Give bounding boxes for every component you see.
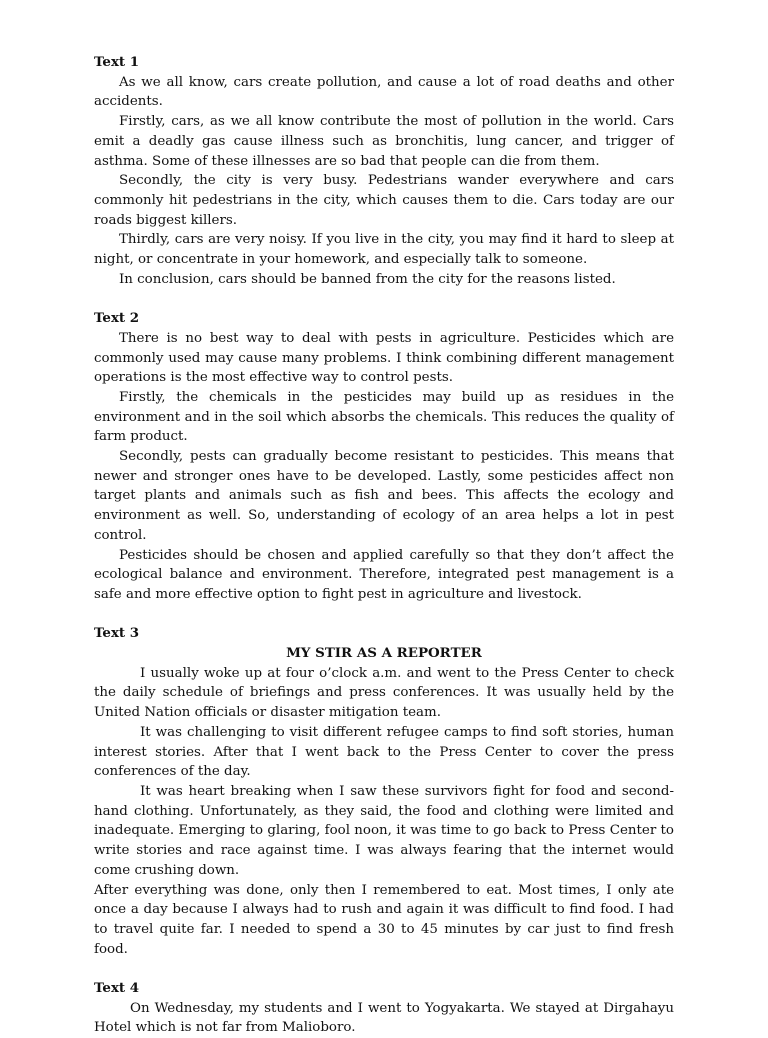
text-1-paragraph: Thirdly, cars are very noisy. If you live in the city, you may find it hard to sleep at night, or concentrate in your homework, and especially talk to someone. <box>94 232 674 268</box>
section-spacer <box>94 605 674 625</box>
text-2-paragraph: Secondly, pests can gradually become resistant to pesticides. This means that newer and stronger ones have to be developed. Lastly, some pesticides affect non target plants and animals such as fish and bees. This affects the ecology and environment as well. So, understanding of ecology of an area helps a lot in pest control. <box>94 449 674 543</box>
text-1-paragraph: Secondly, the city is very busy. Pedestrians wander everywhere and cars commonly hit pedestrians in the city, which causes them to die. Cars today are our roads biggest killers. <box>94 173 674 228</box>
text-1-paragraph: As we all know, cars create pollution, and cause a lot of road deaths and other accidents. <box>94 74 674 110</box>
text-1-paragraph: In conclusion, cars should be banned from the city for the reasons listed. <box>119 271 616 287</box>
section-spacer <box>94 959 674 979</box>
text-3-heading: Text 3 <box>94 625 140 642</box>
text-3-closing-paragraph: After everything was done, only then I remembered to eat. Most times, I only ate once a day because I always had to rush and again it was difficult to find food. I had to travel quite far. I needed to spend a 30 to 45 minutes by car just to find fresh food. <box>94 882 674 957</box>
text-1-section <box>94 53 674 289</box>
document-page <box>94 53 674 1038</box>
text-2-heading: Text 2 <box>94 310 140 327</box>
text-2-section <box>94 309 674 605</box>
text-2-paragraph: Firstly, the chemicals in the pesticides may build up as residues in the environment and in the soil which absorbs the chemicals. This reduces the quality of farm product. <box>94 389 674 445</box>
text-4-paragraph: On Wednesday, my students and I went to Yogyakarta. We stayed at Dirgahayu Hotel which is not far from Malioboro. <box>94 1000 674 1036</box>
text-3-paragraph: It was heart breaking when I saw these survivors fight for food and second-hand clothing. Unfortunately, as they said, the food and clothing were limited and inadequate. Emerging to glaring, fool noon, it was time to go back to Press Center to write stories and race against time. I was always fearing that the internet would come crushing down. <box>94 783 674 878</box>
section-spacer <box>94 289 674 309</box>
text-3-paragraph: It was challenging to visit different refugee camps to find soft stories, human interest stories. After that I went back to the Press Center to cover the press conferences of the day. <box>94 724 674 780</box>
story-title: MY STIR AS A REPORTER <box>286 645 482 662</box>
text-4-section <box>94 979 674 1038</box>
text-1-heading: Text 1 <box>94 54 140 70</box>
text-4-heading: Text 4 <box>94 980 140 996</box>
text-3-paragraph: I usually woke up at four o’clock a.m. and went to the Press Center to check the daily schedule of briefings and press conferences. It was usually held by the United Nation officials or disaster mitigation team. <box>94 665 674 721</box>
text-2-paragraph: Pesticides should be chosen and applied carefully so that they don’t affect the ecological balance and environment. Therefore, integrated pest management is a safe and more effective option to fight pest in agriculture and livestock. <box>94 547 674 602</box>
text-3-section <box>94 624 674 959</box>
text-1-paragraph: Firstly, cars, as we all know contribute the most of pollution in the world. Cars emit a deadly gas cause illness such as bronchitis, lung cancer, and trigger of asthma. Some of these illnesses are so bad that people can die from them. <box>94 114 674 169</box>
text-2-paragraph: There is no best way to deal with pests in agriculture. Pesticides which are commonly used may cause many problems. I think combining different management operations is the most effective way to control pests. <box>94 330 674 386</box>
